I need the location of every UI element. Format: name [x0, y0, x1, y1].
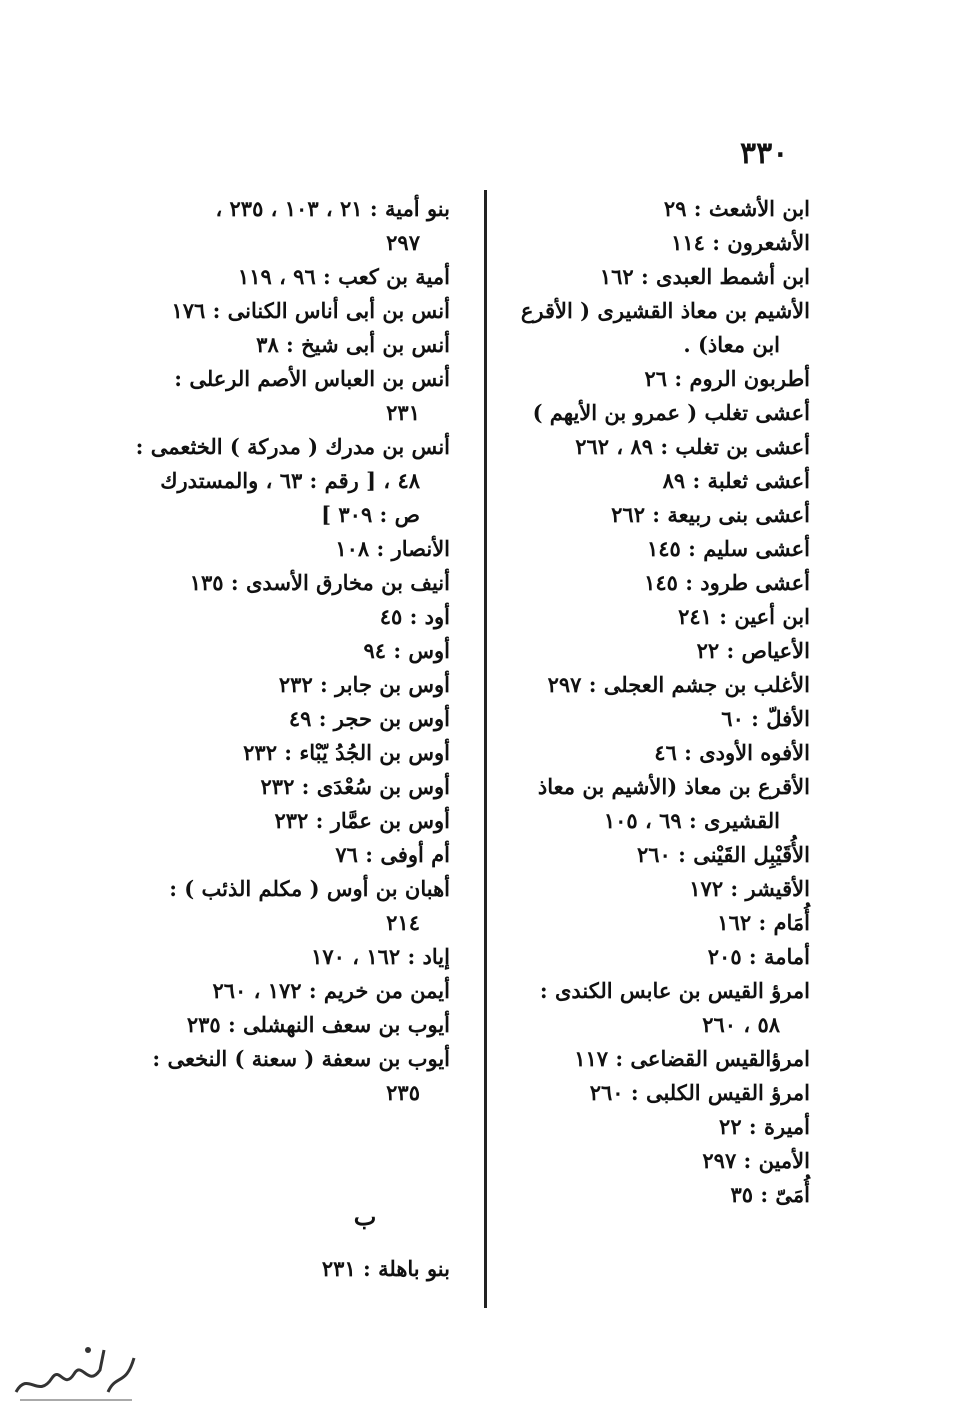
index-entry [130, 532, 450, 566]
index-entry-line: أنس بن مدرك ( مدركة ) الخثعمى : [135, 434, 450, 459]
page-number: ٣٣٠ [740, 136, 789, 171]
index-entry [130, 294, 450, 328]
index-entry-line: أطربون الروم : ٢٦ [644, 366, 810, 391]
index-entry [130, 770, 450, 804]
index-entry-line: أوس بن جابر : ٢٣٢ [278, 672, 450, 697]
index-entry-continuation: ٢٣٥ [386, 1080, 420, 1105]
index-entry-line: أوس : ٩٤ [363, 638, 450, 663]
index-entry-line: أوس بن سُعْدَى : ٢٣٢ [260, 774, 450, 799]
index-entry-continuation: ٢٩٧ [386, 230, 420, 255]
index-entry-continuation: القشيرى : ٦٩ ، ١٠٥ [603, 808, 780, 833]
index-entry-line: أنس بن العباس الأصم الرعلى : [174, 366, 450, 391]
index-entry [130, 872, 450, 940]
index-entry [490, 1110, 810, 1144]
index-entry-line: أنس بن أبى أناس الكنانى : ١٧٦ [171, 298, 450, 323]
index-entry-line: أيوب بن سعف النهشلى : ٢٣٥ [186, 1012, 450, 1037]
index-entry-line: الأعياص : ٢٢ [696, 638, 810, 663]
index-entry-line: أنيف بن مخارق الأسدى : ١٣٥ [189, 570, 450, 595]
index-entry-line: ابن أعين : ٢٤١ [678, 604, 810, 629]
index-entry [490, 736, 810, 770]
index-entry-line: أنس بن أبى شيخ : ٣٨ [256, 332, 450, 357]
index-entry-line: أعشى بنى ربيعة : ٢٦٢ [611, 502, 810, 527]
index-entry [490, 940, 810, 974]
index-entry [130, 1042, 450, 1110]
index-entry [130, 668, 450, 702]
index-entry-line: الأفلّ : ٦٠ [721, 706, 810, 731]
section-letter: ب [353, 1202, 377, 1231]
index-entry-line: امرؤالقيس القضاعى : ١١٧ [574, 1046, 810, 1071]
index-entry-line: الأقيشر : ١٧٢ [689, 876, 810, 901]
index-entry [130, 1252, 450, 1286]
index-entry-line: إياد : ١٦٢ ، ١٧٠ [311, 944, 450, 969]
index-entry [490, 498, 810, 532]
index-entry-line: أمية بن كعب : ٩٦ ، ١١٩ [237, 264, 450, 289]
index-entry-continuation: ص : ٣٠٩ ] [321, 502, 420, 527]
index-entry [130, 736, 450, 770]
index-entry [490, 260, 810, 294]
index-entry-line: أهبان بن أوس ( مكلم الذئب ) : [169, 876, 450, 901]
index-entry-line: أوس بن الجُدُ يّبْاء : ٢٣٢ [243, 740, 450, 765]
index-entry [490, 1042, 810, 1076]
index-entry-line: أعشى سليم : ١٤٥ [647, 536, 810, 561]
index-entry [490, 600, 810, 634]
index-entry-line: أميرة : ٢٢ [719, 1114, 810, 1139]
index-entry [490, 1178, 810, 1212]
watermark-logo [8, 1330, 143, 1410]
index-entry-line: الأغلب بن جشم العجلى : ٢٩٧ [547, 672, 810, 697]
index-entry-line: أعشى بن تغلب : ٨٩ ، ٢٦٢ [575, 434, 810, 459]
index-entry-continuation: ٥٨ ، ٢٦٠ [702, 1012, 780, 1037]
index-entry [490, 1076, 810, 1110]
index-entry-line: أعشى طرود : ١٤٥ [644, 570, 810, 595]
index-entry-continuation: ٢١٤ [386, 910, 420, 935]
index-entry-line: الأُقَيْبِل القَيْنى : ٢٦٠ [637, 842, 810, 867]
index-entry-line: امرؤ القيس الكلبى : ٢٦٠ [589, 1080, 810, 1105]
index-entry-line: الأشعرون : ١١٤ [671, 230, 810, 255]
index-entry [130, 634, 450, 668]
index-entry [130, 192, 450, 260]
index-entry-line: أم أوفى : ٧٦ [335, 842, 450, 867]
index-entry [490, 974, 810, 1042]
index-entry-line: الأنصار : ١٠٨ [335, 536, 450, 561]
index-entry [490, 668, 810, 702]
index-entry-line: امرؤ القيس بن عابس الكندى : [539, 978, 810, 1003]
index-entry-continuation: ابن معاذ) . [683, 332, 780, 357]
index-entry-line: ابن الأشعث : ٢٩ [663, 196, 810, 221]
index-entry [130, 260, 450, 294]
index-entry-line: ابن أشمط العبدى : ١٦٢ [599, 264, 810, 289]
index-entry-line: أود : ٤٥ [379, 604, 450, 629]
index-entry [130, 804, 450, 838]
index-entry-line: الأفوه الأودى : ٤٦ [654, 740, 810, 765]
index-entry [130, 1008, 450, 1042]
index-entry [490, 464, 810, 498]
index-entry [490, 396, 810, 430]
index-entry [490, 838, 810, 872]
index-entry [130, 940, 450, 974]
index-entry [490, 430, 810, 464]
index-entry [130, 974, 450, 1008]
index-entry-line: أيوب بن سعفة ( سعنة ) النخعى : [152, 1046, 450, 1071]
index-entry-continuation: ٤٨ ، [ رقم : ٦٣ ، والمستدرك [160, 468, 420, 493]
index-entry-line: بنو أمية : ٢١ ، ١٠٣ ، ٢٣٥ ، [215, 196, 450, 221]
index-entry-line: الأشيم بن معاذ القشيرى ( الأقرع [520, 298, 810, 323]
index-entry-line: أُمَام : ١٦٢ [717, 910, 810, 935]
index-column-right [490, 192, 810, 1212]
index-entry-line: أعشى تغلب ( عمرو بن الأيهم ) [532, 400, 810, 425]
index-entry-line: الأمين : ٢٩٧ [702, 1148, 810, 1173]
index-entry [130, 430, 450, 532]
index-entry [130, 600, 450, 634]
index-entry [490, 702, 810, 736]
index-entry-line: الأقرع بن معاذ (الأشيم بن معاذ [537, 774, 810, 799]
index-entry [490, 226, 810, 260]
index-entry-line: أعشى ثعلبة : ٨٩ [662, 468, 810, 493]
index-entry [130, 328, 450, 362]
left-column-entries [130, 192, 450, 1110]
index-entry [130, 838, 450, 872]
index-entry [490, 634, 810, 668]
index-entry-line: أيمن من خريم : ١٧٢ ، ٢٦٠ [212, 978, 450, 1003]
index-entry-line: أمامة : ٢٠٥ [707, 944, 810, 969]
index-entry [490, 294, 810, 362]
index-entry [490, 192, 810, 226]
index-entry [490, 906, 810, 940]
index-entry [490, 872, 810, 906]
index-entry-continuation: ٢٣١ [386, 400, 420, 425]
index-entry [130, 702, 450, 736]
index-column-left [130, 192, 450, 1286]
index-entry [490, 566, 810, 600]
index-entry-line: أُمَىّ : ٣٥ [730, 1182, 810, 1207]
index-entry [490, 362, 810, 396]
column-divider [484, 190, 487, 1308]
index-entry [130, 362, 450, 430]
left-column-after-entries [130, 1252, 450, 1286]
index-entry [490, 1144, 810, 1178]
index-entry [490, 532, 810, 566]
index-entry-line: بنو باهلة : ٢٣١ [321, 1256, 450, 1281]
index-entry [490, 770, 810, 838]
index-entry-line: أوس بن حجر : ٤٩ [288, 706, 450, 731]
index-entry-line: أوس بن عمَّار : ٢٣٢ [274, 808, 450, 833]
index-entry [130, 566, 450, 600]
